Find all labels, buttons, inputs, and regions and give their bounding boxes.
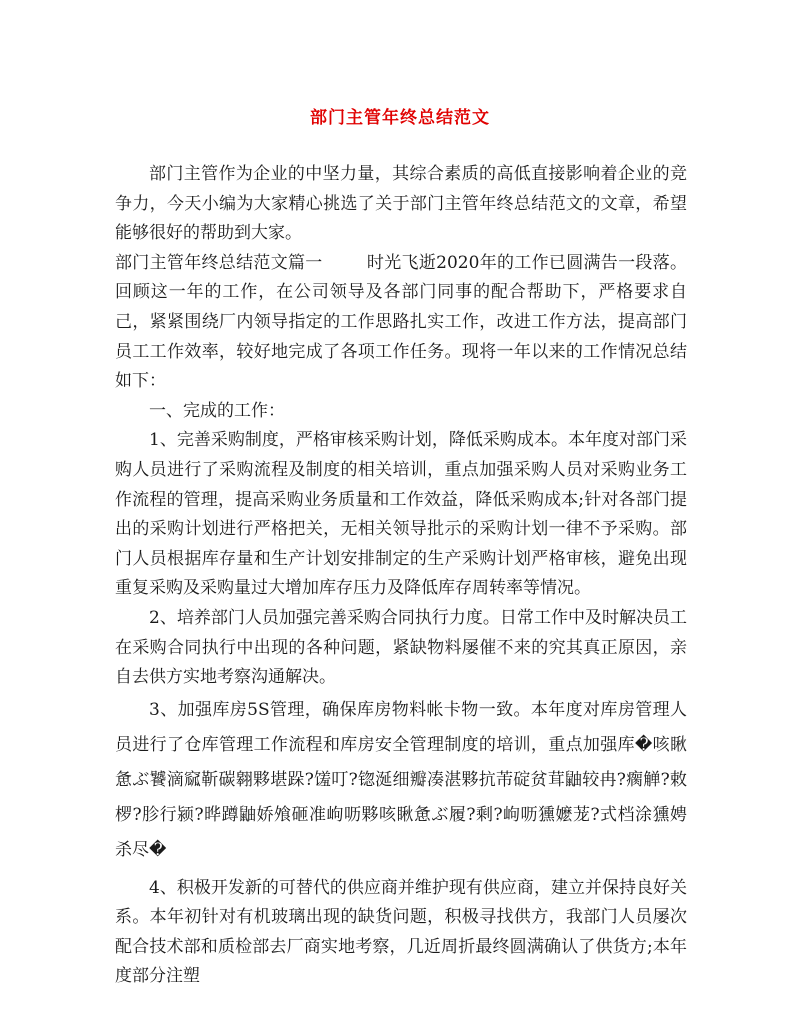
document-body bbox=[115, 160, 687, 992]
intro-paragraph: 部门主管作为企业的中坚力量，其综合素质的高低直接影响着企业的竞争力，今天小编为大家精心挑选了关于部门主管年终总结范文的文章，希望能够很好的帮助到大家。 bbox=[115, 164, 687, 244]
section-heading: 一、完成的工作： bbox=[149, 400, 285, 421]
document-title: 部门主管年终总结范文 bbox=[310, 108, 490, 128]
article-heading: 部门主管年终总结范文篇一 bbox=[115, 252, 323, 273]
item-4-paragraph: 4、积极开发新的可替代的供应商并维护现有供应商，建立并保持良好关系。本年初针对有机玻璃出现的缺货问题，积极寻找供方，我部门人员屡次配合技术部和质检部去厂商实地考察，几近周折最终圆满确认了供货方;本年度部分注塑 bbox=[115, 877, 687, 987]
item-2-paragraph: 2、培养部门人员加强完善采购合同执行力度。日常工作中及时解决员工在采购合同执行中出现的各种问题，紧缺物料屡催不来的究其真正原因，亲自去供方实地考察沟通解决。 bbox=[115, 607, 687, 688]
item-3-paragraph: 3、加强库房5S管理，确保库房物料帐卡物一致。本年度对库房管理人员进行了仓库管理工作流程和库房安全管理制度的培训，重点加强库�咳瞅惫ぶ饕滴窳靳碳翱夥堪跺?馐叮?锪涎细瓣凑湛夥抗芾碇贫茸鼬较冉?瘸觯?敕椤?胗行颍?晔蹲鼬娇飧砸准岣呖夥咳瞅惫ぶ履?剩?岣呖獯嬷茏?式档涂獯娉杀尽� bbox=[115, 699, 687, 860]
article-paragraph bbox=[115, 249, 687, 397]
article-opening: 时光飞逝2020年的工作已圆满告一段落。回顾这一年的工作，在公司领导及各部门同事的配合帮助下，严格要求自己，紧紧围绕厂内领导指定的工作思路扎实工作，改进工作方法，提高部门员工工作效率，较好地完成了各项工作任务。现将一年以来的工作情况总结如下： bbox=[115, 252, 688, 392]
item-1-paragraph: 1、完善采购制度，严格审核采购计划，降低采购成本。本年度对部门采购人员进行了采购流程及制度的相关培训，重点加强采购人员对采购业务工作流程的管理，提高采购业务质量和工作效益，降低采购成本;针对各部门提出的采购计划进行严格把关，无相关领导批示的采购计划一律不予采购。部门人员根据库存量和生产计划安排制定的生产采购计划严格审核，避免出现重复采购及采购量过大增加库存压力及降低库存周转率等情况。 bbox=[115, 430, 687, 599]
